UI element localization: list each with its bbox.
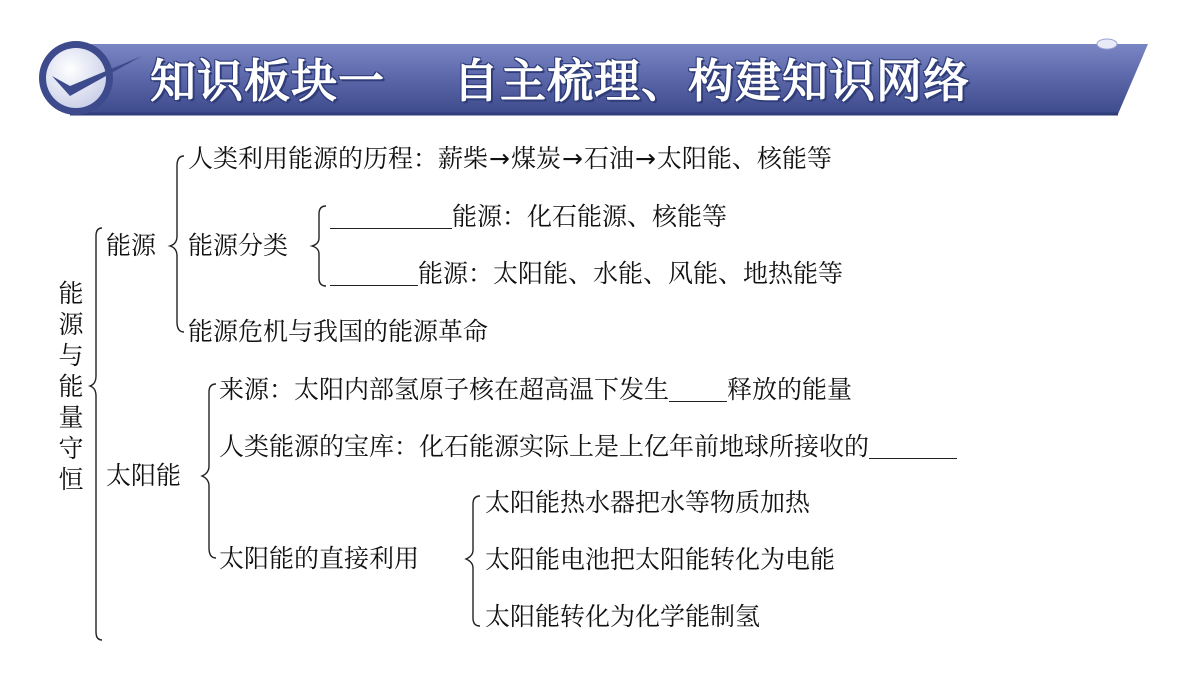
direct-use-item: 太阳能转化为化学能制氢 (485, 602, 761, 631)
direct-use-topic: 太阳能的直接利用 (219, 544, 420, 573)
root-topic: 能 源 与 能 量 守 恒 (58, 279, 84, 494)
solar-brace (202, 384, 216, 558)
arrow-icon: → (489, 144, 510, 173)
arrow-icon: → (561, 144, 583, 173)
fill-blank (330, 263, 418, 286)
direct-use-item: 太阳能电池把太阳能转化为电能 (485, 545, 836, 574)
direct-use-item: 太阳能热水器把水等物质加热 (485, 488, 811, 517)
arrow-icon: → (634, 144, 656, 173)
classification-item-2: 能源：太阳能、水能、风能、地热能等 (330, 259, 843, 289)
solar-treasury: 人类能源的宝库：化石能源实际上是上亿年前地球所接收的 (219, 432, 957, 462)
direct-use-brace (466, 496, 480, 626)
energy-history: 人类利用能源的历程：薪柴→煤炭→石油→太阳能、核能等 (188, 144, 832, 173)
classification-topic: 能源分类 (188, 231, 289, 260)
fill-blank (330, 206, 452, 229)
classification-item-1: 能源：化石能源、核能等 (330, 202, 727, 232)
fill-blank (869, 436, 957, 459)
fill-blank (669, 379, 727, 402)
energy-brace (170, 156, 184, 332)
classification-brace (312, 206, 326, 286)
solar-topic: 太阳能 (106, 461, 182, 490)
energy-topic: 能源 (106, 231, 157, 260)
page-title: 知识板块一 自主梳理、构建知识网络 (150, 54, 971, 108)
energy-crisis: 能源危机与我国的能源革命 (188, 317, 489, 346)
solar-source: 来源：太阳内部氢原子核在超高温下发生 释放的能量 (219, 375, 853, 404)
root-brace (90, 228, 102, 640)
